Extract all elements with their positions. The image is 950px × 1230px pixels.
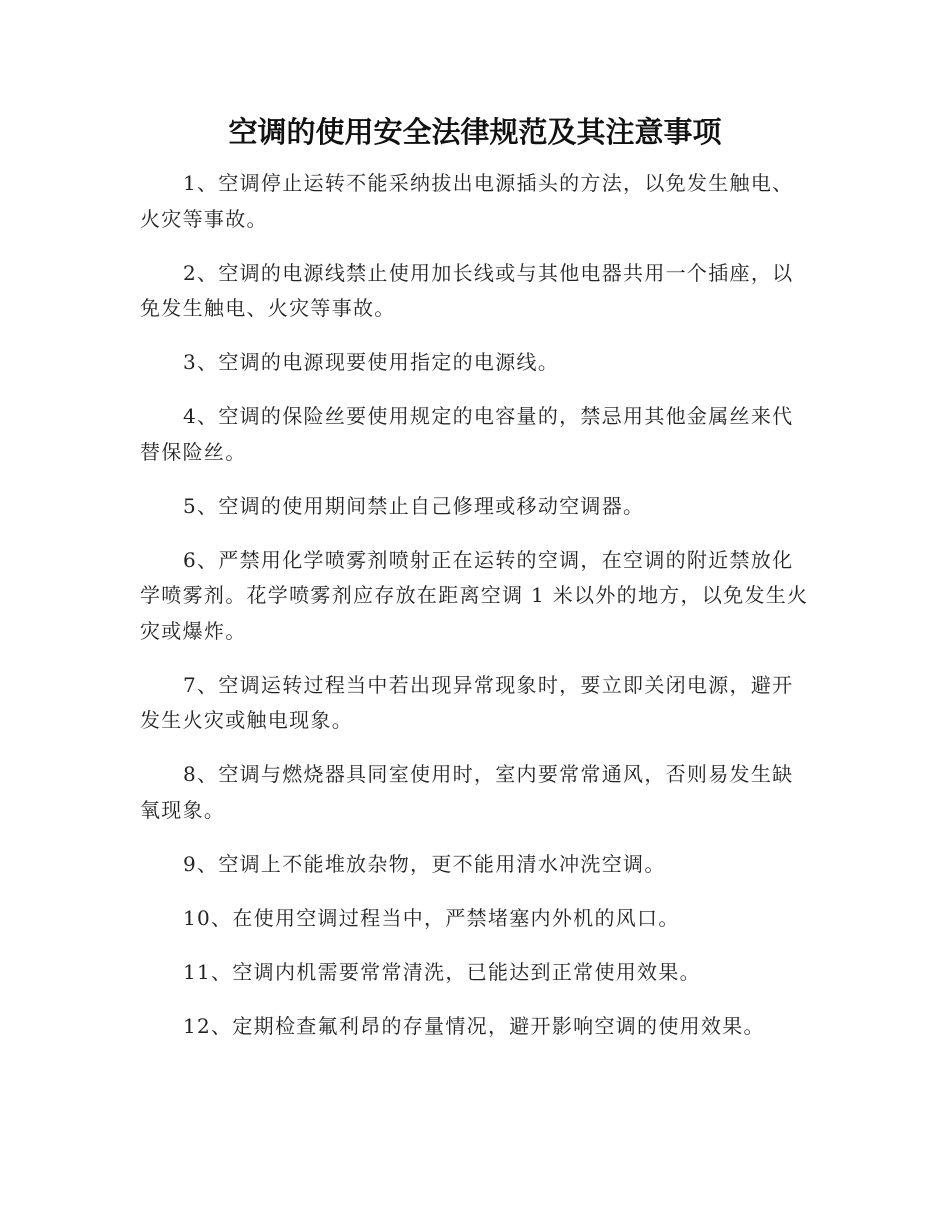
- paragraph-6: 6、严禁用化学喷雾剂喷射正在运转的空调，在空调的附近禁放化学喷雾剂。花学喷雾剂应存放在距离空调 1 米以外的地方，以免发生火灾或爆炸。: [140, 547, 809, 643]
- paragraph-12: 12、定期检查氟利昂的存量情况，避开影响空调的使用效果。: [183, 1013, 765, 1038]
- paragraph-4: 4、空调的保险丝要使用规定的电容量的，禁忌用其他金属丝来代替保险丝。: [140, 404, 794, 464]
- paragraph-1: 1、空调停止运转不能采纳拔出电源插头的方法，以免发生触电、火灾等事故。: [140, 171, 794, 231]
- paragraph-2: 2、空调的电源线禁止使用加长线或与其他电器共用一个插座，以免发生触电、火灾等事故。: [140, 260, 794, 320]
- paragraph-9: 9、空调上不能堆放杂物，更不能用清水冲洗空调。: [183, 851, 666, 876]
- paragraph-11: 11、空调内机需要常常清洗，已能达到正常使用效果。: [183, 959, 701, 984]
- paragraph-10: 10、在使用空调过程当中，严禁堵塞内外机的风口。: [183, 905, 680, 930]
- document-body: [140, 166, 812, 1063]
- paragraph-5: 5、空调的使用期间禁止自己修理或移动空调器。: [183, 493, 645, 518]
- paragraph-8: 8、空调与燃烧器具同室使用时，室内要常常通风，否则易发生缺氧现象。: [140, 762, 794, 822]
- paragraph-3: 3、空调的电源现要使用指定的电源线。: [183, 350, 560, 374]
- paragraph-7: 7、空调运转过程当中若出现异常现象时，要立即关闭电源，避开发生火灾或触电现象。: [140, 672, 794, 732]
- document-title: 空调的使用安全法律规范及其注意事项: [228, 115, 722, 149]
